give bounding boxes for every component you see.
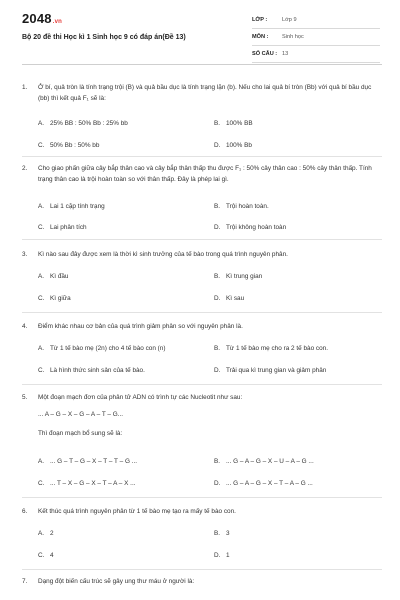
option-letter: D. (214, 142, 221, 149)
option-d[interactable] (214, 478, 313, 489)
option-d[interactable] (214, 140, 252, 151)
option-letter: A. (38, 273, 45, 280)
option-b[interactable] (214, 343, 328, 354)
question-subtext: Thì đoạn mạch bổ sung sẽ là: (38, 430, 123, 437)
option-text: Kì trung gian (226, 273, 263, 280)
option-text: 1 (226, 552, 230, 559)
question-divider (22, 312, 382, 313)
document-title: Bộ 20 đề thi Học kì 1 Sinh học 9 có đáp án(Đề 13) (22, 34, 186, 41)
option-letter: A. (38, 345, 45, 352)
logo-tld: .vn (52, 19, 63, 25)
option-letter: C. (38, 552, 45, 559)
meta-label: MÔN : (252, 34, 269, 40)
option-a[interactable] (38, 201, 105, 212)
question-6 (22, 506, 382, 559)
question-number: 1. (22, 84, 28, 91)
option-text: ... G – T – G – X – T – T – G ... (50, 458, 138, 465)
option-d[interactable] (214, 550, 230, 561)
question-4 (22, 321, 382, 374)
option-a[interactable] (38, 456, 137, 467)
option-text: Kì đầu (50, 273, 69, 280)
question-text: Một đoạn mạch đơn của phân tử ADN có trình tự các Nucleotit như sau: (38, 394, 243, 401)
option-letter: D. (214, 367, 221, 374)
question-divider (22, 497, 382, 498)
meta-table (252, 12, 380, 63)
meta-value: Sinh học (282, 34, 304, 40)
meta-row-class (252, 12, 380, 29)
option-b[interactable] (214, 201, 269, 212)
option-text: ... G – A – G – X – T – A – G ... (226, 480, 313, 487)
option-text: Lai 1 cặp tính trạng (50, 203, 105, 210)
option-text: 100% Bb (226, 142, 252, 149)
logo-text: 2048 (22, 11, 52, 26)
option-text: Từ 1 tế bào mẹ cho ra 2 tế bào con. (226, 345, 328, 352)
option-letter: B. (214, 458, 221, 465)
option-text: 25% BB : 50% Bb : 25% bb (50, 120, 128, 127)
question-2 (22, 163, 382, 231)
option-letter: C. (38, 142, 45, 149)
option-letter: B. (214, 120, 221, 127)
option-d[interactable] (214, 222, 286, 233)
option-text: ... T – X – G – X – T – A – X ... (50, 480, 136, 487)
question-text: Dạng đột biến cấu trúc sẽ gây ung thư máu ở người là: (38, 578, 195, 585)
question-text: Ở bí, quả tròn là tính trạng trội (B) và quả bầu dục là tính trạng lặn (b). Nếu cho lai quả bí tròn (Bb) với quả bí bầu dục (bb) thì kết quả F₁ sẽ là: (38, 84, 372, 102)
meta-value: 13 (282, 51, 289, 57)
option-a[interactable] (38, 343, 165, 354)
question-number: 3. (22, 251, 28, 258)
meta-row-subject (252, 29, 380, 46)
option-text: Từ 1 tế bào mẹ (2n) cho 4 tế bào con (n) (50, 345, 166, 352)
question-3 (22, 249, 382, 302)
question-number: 6. (22, 508, 28, 515)
question-5 (22, 392, 382, 403)
option-c[interactable] (38, 140, 99, 151)
option-letter: D. (214, 295, 221, 302)
question-divider (22, 384, 382, 385)
page-header (0, 0, 400, 66)
option-text: 4 (50, 552, 54, 559)
option-text: Trội hoàn toàn. (226, 203, 269, 210)
option-c[interactable] (38, 550, 54, 561)
option-letter: A. (38, 120, 45, 127)
option-c[interactable] (38, 478, 136, 489)
option-text: ... G – A – G – X – U – A – G ... (226, 458, 314, 465)
option-a[interactable] (38, 528, 54, 539)
option-letter: A. (38, 203, 45, 210)
question-text: Kì nào sau đây được xem là thời kì sinh trưởng của tế bào trong quá trình nguyên phân. (38, 251, 288, 258)
question-divider (22, 239, 382, 240)
option-c[interactable] (38, 222, 87, 233)
option-letter: D. (214, 480, 221, 487)
option-text: 3 (226, 530, 230, 537)
meta-label: SỐ CÂU : (252, 51, 278, 57)
question-divider (22, 569, 382, 570)
option-b[interactable] (214, 118, 253, 129)
option-letter: B. (214, 203, 221, 210)
option-text: 100% BB (226, 120, 253, 127)
question-number: 2. (22, 165, 28, 172)
option-letter: C. (38, 224, 45, 231)
question-number: 7. (22, 578, 28, 585)
meta-label: LỚP : (252, 17, 268, 23)
meta-value: Lớp 9 (282, 17, 297, 23)
question-number: 5. (22, 394, 28, 401)
option-text: Trội không hoàn toàn (226, 224, 287, 231)
option-text: Lai phân tích (50, 224, 87, 231)
option-text: Là hình thức sinh sản của tế bào. (50, 367, 145, 374)
option-d[interactable] (214, 293, 244, 304)
option-letter: A. (38, 530, 45, 537)
site-logo[interactable] (22, 11, 62, 26)
dna-sequence: ... A – G – X – G – A – T – G... (38, 411, 124, 418)
question-text: Kết thúc quá trình nguyên phân từ 1 tế bào mẹ tạo ra mấy tế bào con. (38, 508, 236, 515)
option-a[interactable] (38, 118, 128, 129)
option-d[interactable] (214, 365, 326, 376)
question-divider (22, 156, 382, 157)
option-text: Kì giữa (50, 295, 71, 302)
option-letter: D. (214, 552, 221, 559)
question-text: Điểm khác nhau cơ bản của quá trình giảm phân so với nguyên phân là. (38, 323, 243, 330)
option-text: 2 (50, 530, 54, 537)
option-text: Trải qua kì trung gian và giảm phân (226, 367, 327, 374)
option-letter: B. (214, 273, 221, 280)
option-b[interactable] (214, 271, 262, 282)
option-text: 50% Bb : 50% bb (50, 142, 100, 149)
header-divider (22, 64, 382, 65)
option-a[interactable] (38, 271, 68, 282)
option-letter: B. (214, 530, 221, 537)
option-b[interactable] (214, 528, 230, 539)
option-b[interactable] (214, 456, 314, 467)
question-1 (22, 82, 382, 149)
option-letter: A. (38, 458, 45, 465)
option-letter: D. (214, 224, 221, 231)
option-text: Kì sau (226, 295, 245, 302)
option-letter: C. (38, 367, 45, 374)
option-c[interactable] (38, 293, 71, 304)
meta-row-count (252, 46, 380, 63)
option-c[interactable] (38, 365, 145, 376)
option-letter: C. (38, 295, 45, 302)
question-text: Cho giao phấn giữa cây bắp thân cao và cây bắp thân thấp thu được F₁ : 50% cây thân cao : 50% cây thân thấp. Tính trạng thân cao là trội hoàn toàn so với thân thấp. Đây là phép lai gì. (38, 165, 372, 183)
question-number: 4. (22, 323, 28, 330)
question-7 (22, 576, 382, 587)
option-letter: B. (214, 345, 221, 352)
option-letter: C. (38, 480, 45, 487)
